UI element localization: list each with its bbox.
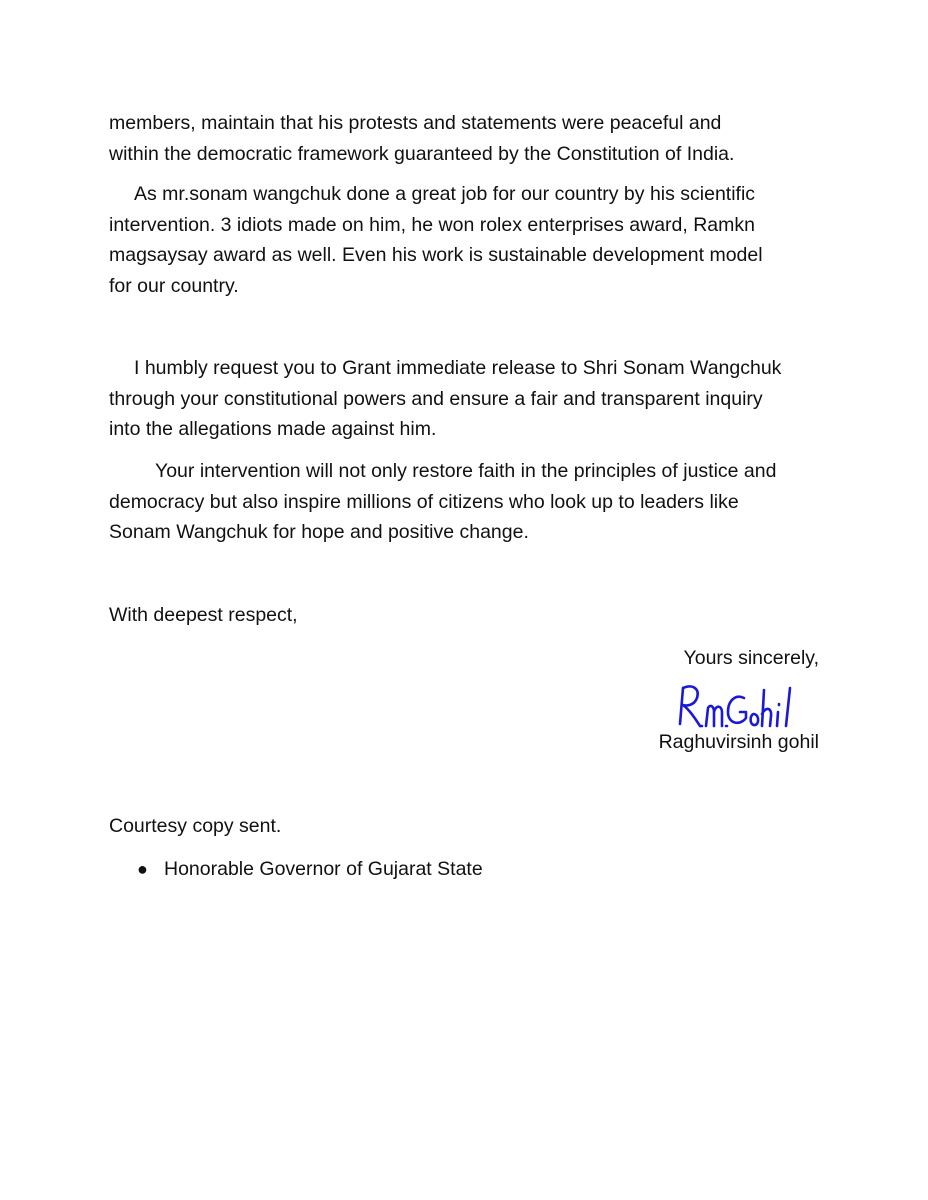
paragraph-line: through your constitutional powers and ensure a fair and transparent inquiry bbox=[109, 387, 763, 410]
paragraph-line: within the democratic framework guaranteed by the Constitution of India. bbox=[109, 142, 735, 165]
courtesy-list bbox=[109, 854, 483, 884]
bullet-icon: ● bbox=[137, 859, 148, 879]
closing-phrase: With deepest respect, bbox=[109, 604, 298, 626]
sign-off: Yours sincerely, bbox=[683, 647, 819, 669]
paragraph-intervention bbox=[109, 456, 829, 548]
paragraph-achievements bbox=[109, 179, 829, 301]
paragraph-constitution bbox=[109, 108, 829, 169]
paragraph-line: As mr.sonam wangchuk done a great job for our country by his scientific bbox=[134, 183, 756, 205]
paragraph-line: members, maintain that his protests and statements were peaceful and bbox=[109, 112, 722, 134]
signer-name: Raghuvirsinh gohil bbox=[658, 731, 819, 753]
paragraph-line: for our country. bbox=[109, 274, 239, 297]
list-item bbox=[109, 854, 483, 884]
paragraph-line: Sonam Wangchuk for hope and positive change. bbox=[109, 521, 529, 543]
paragraph-line: intervention. 3 idiots made on him, he won rolex enterprises award, Ramkn bbox=[109, 213, 755, 236]
courtesy-heading: Courtesy copy sent. bbox=[109, 815, 282, 837]
paragraph-line: democracy but also inspire millions of citizens who look up to leaders like bbox=[109, 490, 739, 513]
paragraph-line: into the allegations made against him. bbox=[109, 418, 437, 440]
paragraph-request bbox=[109, 353, 829, 445]
paragraph-line: I humbly request you to Grant immediate release to Shri Sonam Wangchuk bbox=[134, 357, 782, 379]
paragraph-line: Your intervention will not only restore faith in the principles of justice and bbox=[155, 460, 777, 482]
courtesy-recipient: Honorable Governor of Gujarat State bbox=[164, 858, 483, 880]
paragraph-line: magsaysay award as well. Even his work is sustainable development model bbox=[109, 244, 763, 266]
